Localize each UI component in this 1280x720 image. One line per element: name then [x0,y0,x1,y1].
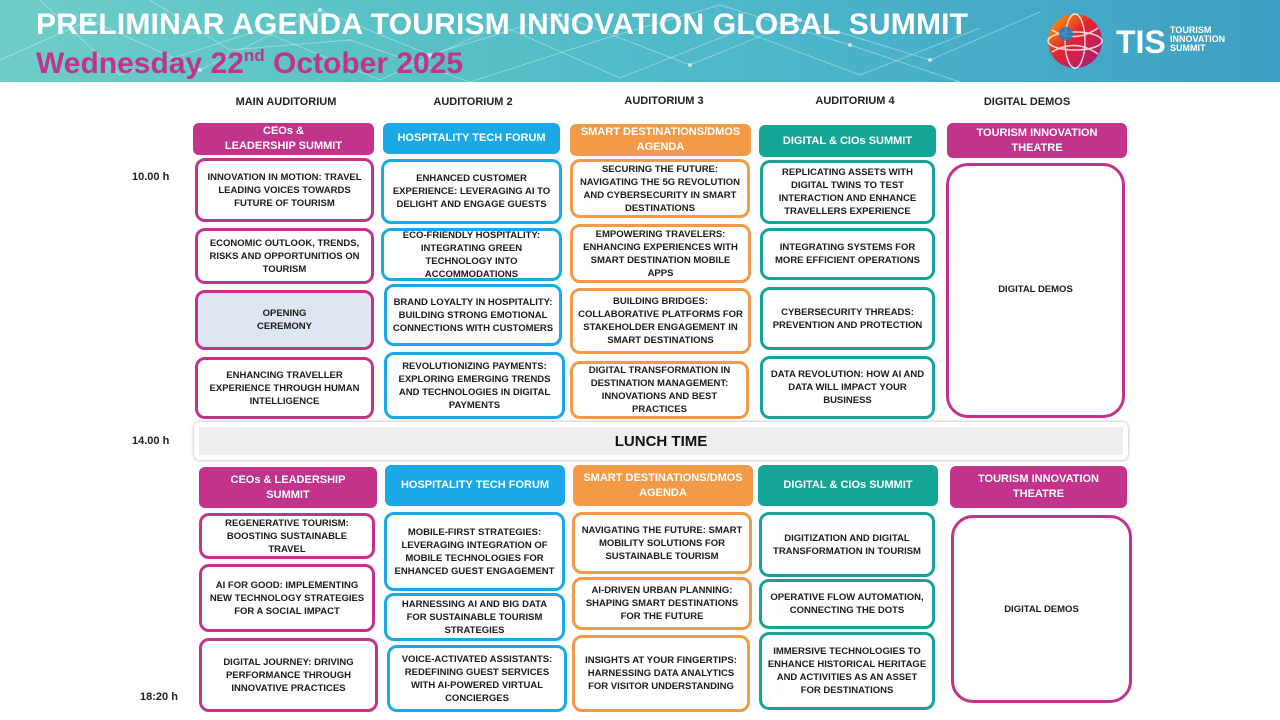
logo-subtitle: TOURISM INNOVATION SUMMIT [1170,25,1226,53]
session-card[interactable]: NAVIGATING THE FUTURE: SMART MOBILITY SOLUTIONS FOR SUSTAINABLE TOURISM [572,512,752,574]
page-title: PRELIMINAR AGENDA TOURISM INNOVATION GLOBAL SUMMIT [36,8,969,41]
session-card[interactable]: AI-DRIVEN URBAN PLANNING: SHAPING SMART DESTINATIONS FOR THE FUTURE [572,577,752,630]
session-card[interactable]: OPERATIVE FLOW AUTOMATION, CONNECTING THE DOTS [759,579,935,629]
session-card[interactable]: BRAND LOYALTY IN HOSPITALITY: BUILDING STRONG EMOTIONAL CONNECTIONS WITH CUSTOMERS [384,284,562,346]
morning-header-smart-destinations: SMART DESTINATIONS/DMOS AGENDA [570,124,751,156]
digital-demos-afternoon[interactable]: DIGITAL DEMOS [951,515,1132,703]
digital-demos-morning[interactable]: DIGITAL DEMOS [946,163,1125,418]
session-card[interactable]: REPLICATING ASSETS WITH DIGITAL TWINS TO TEST INTERACTION AND ENHANCE TRAVELLERS EXPERIENCE [760,160,935,224]
session-card[interactable]: MOBILE-FIRST STRATEGIES: LEVERAGING INTEGRATION OF MOBILE TECHNOLOGIES FOR ENHANCED GUEST ENGAGEMENT [384,512,565,591]
morning-header-digital-cios: DIGITAL & CIOs SUMMIT [759,125,936,157]
morning-header-ceos: CEOs & LEADERSHIP SUMMIT [193,123,374,155]
afternoon-header-ceos: CEOs & LEADERSHIP SUMMIT [199,467,377,508]
session-card[interactable]: DIGITAL TRANSFORMATION IN DESTINATION MANAGEMENT: INNOVATIONS AND BEST PRACTICES [570,361,749,419]
session-card[interactable]: CYBERSECURITY THREADS: PREVENTION AND PROTECTION [760,287,935,350]
afternoon-header-theatre: TOURISM INNOVATION THEATRE [950,466,1127,508]
header-banner [0,0,1280,82]
time-end: 18:20 h [140,691,178,703]
time-start: 10.00 h [132,171,170,183]
session-card[interactable]: BUILDING BRIDGES: COLLABORATIVE PLATFORMS FOR STAKEHOLDER ENGAGEMENT IN SMART DESTINATIONS [570,288,751,354]
morning-header-hospitality: HOSPITALITY TECH FORUM [383,123,560,154]
column-heading-aud2: AUDITORIUM 2 [433,96,513,108]
lunch-label: LUNCH TIME [199,427,1123,455]
tis-logo [1044,10,1254,72]
lunch-break-bar [194,422,1128,460]
session-card[interactable]: DATA REVOLUTION: HOW AI AND DATA WILL IMPACT YOUR BUSINESS [760,356,935,419]
session-card[interactable]: REGENERATIVE TOURISM: BOOSTING SUSTAINABLE TRAVEL [199,513,375,559]
globe-icon [1044,10,1106,72]
session-card[interactable]: DIGITIZATION AND DIGITAL TRANSFORMATION IN TOURISM [759,512,935,577]
session-card[interactable]: INSIGHTS AT YOUR FINGERTIPS: HARNESSING DATA ANALYTICS FOR VISITOR UNDERSTANDING [572,635,750,712]
session-card[interactable]: IMMERSIVE TECHNOLOGIES TO ENHANCE HISTORICAL HERITAGE AND ACTIVITIES AS AN ASSET FOR DESTINATIONS [759,632,935,710]
afternoon-header-digital-cios: DIGITAL & CIOs SUMMIT [758,465,938,506]
session-card-opening-ceremony[interactable]: OPENING CEREMONY [195,290,374,350]
column-heading-aud3: AUDITORIUM 3 [624,95,704,107]
session-card[interactable]: ECONOMIC OUTLOOK, TRENDS, RISKS AND OPPORTUNITIOS ON TOURISM [195,228,374,284]
column-heading-main: MAIN AUDITORIUM [235,96,337,108]
session-card[interactable]: REVOLUTIONIZING PAYMENTS: EXPLORING EMERGING TRENDS AND TECHNOLOGIES IN DIGITAL PAYMENTS [384,352,565,419]
session-card[interactable]: HARNESSING AI AND BIG DATA FOR SUSTAINABLE TOURISM STRATEGIES [384,593,565,641]
session-card[interactable]: INNOVATION IN MOTION: TRAVEL LEADING VOICES TOWARDS FUTURE OF TOURISM [195,158,374,222]
session-card[interactable]: DIGITAL JOURNEY: DRIVING PERFORMANCE THROUGH INNOVATIVE PRACTICES [199,638,378,712]
column-heading-demos: DIGITAL DEMOS [983,96,1071,108]
logo-text: TIS [1116,24,1166,60]
afternoon-header-smart-destinations: SMART DESTINATIONS/DMOS AGENDA [573,465,753,506]
session-card[interactable]: VOICE-ACTIVATED ASSISTANTS: REDEFINING GUEST SERVICES WITH AI-POWERED VIRTUAL CONCIERGES [387,645,567,712]
session-card[interactable]: ECO-FRIENDLY HOSPITALITY: INTEGRATING GREEN TECHNOLOGY INTO ACCOMMODATIONS [381,228,562,281]
session-card[interactable]: AI FOR GOOD: IMPLEMENTING NEW TECHNOLOGY STRATEGIES FOR A SOCIAL IMPACT [199,564,375,632]
column-heading-aud4: AUDITORIUM 4 [815,95,895,107]
morning-header-theatre: TOURISM INNOVATION THEATRE [947,123,1127,158]
session-card[interactable]: EMPOWERING TRAVELERS: ENHANCING EXPERIENCES WITH SMART DESTINATION MOBILE APPS [570,224,751,283]
session-card[interactable]: ENHANCED CUSTOMER EXPERIENCE: LEVERAGING AI TO DELIGHT AND ENGAGE GUESTS [381,159,562,224]
session-card[interactable]: INTEGRATING SYSTEMS FOR MORE EFFICIENT OPERATIONS [760,228,935,280]
page-date: Wednesday 22nd October 2025 [36,46,464,80]
afternoon-header-hospitality: HOSPITALITY TECH FORUM [385,465,565,506]
time-lunch: 14.00 h [132,435,170,447]
session-card[interactable]: SECURING THE FUTURE: NAVIGATING THE 5G REVOLUTION AND CYBERSECURITY IN SMART DESTINATIONS [570,159,750,218]
session-card[interactable]: ENHANCING TRAVELLER EXPERIENCE THROUGH HUMAN INTELLIGENCE [195,357,374,419]
